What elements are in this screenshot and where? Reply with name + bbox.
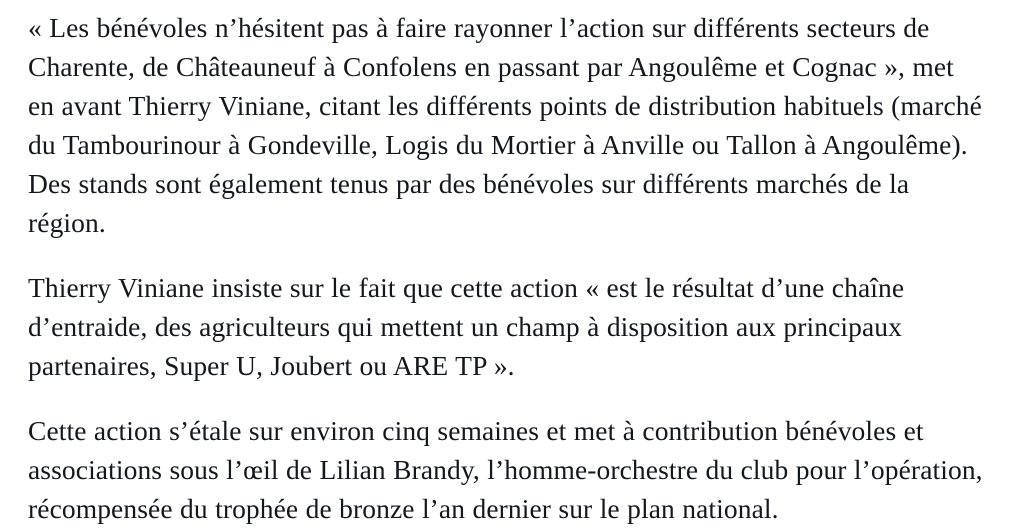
- article-paragraph: « Les bénévoles n’hésitent pas à faire rayonner l’action sur différents secteurs de Charente, de Châteauneuf à Confolens en passant par Angoulême et Cognac », met en avant Thierry Viniane, citant les différents points de distribution habituels (marché du Tambourinour à Gondeville, Logis du Mortier à Anville ou Tallon à Angoulême). Des stands sont également tenus par des bénévoles sur différents marchés de la région.: [28, 12, 982, 238]
- article-paragraph: Thierry Viniane insiste sur le fait que cette action « est le résultat d’une chaîne d’entraide, des agriculteurs qui mettent un champ à disposition aux principaux partenaires, Super U, Joubert ou ARE TP ».: [28, 272, 905, 381]
- article-paragraph: Cette action s’étale sur environ cinq semaines et met à contribution bénévoles et associations sous l’œil de Lilian Brandy, l’homme-orchestre du club pour l’opération, récompensée du trophée de bronze l’an dernier sur le plan national.: [28, 415, 983, 524]
